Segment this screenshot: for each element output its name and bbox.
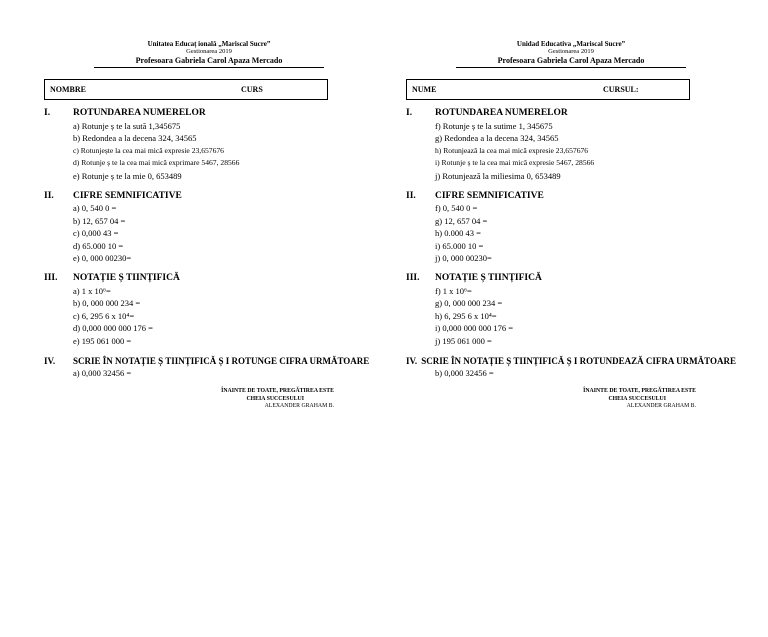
quote-line: CHEIA SUCCESULUI <box>246 395 304 402</box>
exercise-item: b) 0,000 32456 = <box>435 368 494 379</box>
exercise-item: j) 195 061 000 = <box>435 335 492 346</box>
section-scientific-notation <box>44 272 374 348</box>
quote-line: ÎNAINTE DE TOATE, PREGĂTIREA ESTE <box>221 387 334 394</box>
exercise-item: e) Rotunje ș te la mie 0, 653489 <box>73 170 182 181</box>
management-year: Gestionarea 2019 <box>186 48 232 56</box>
management-year: Gestionarea 2019 <box>548 48 594 56</box>
exercise-item: d) 65.000 10 = <box>73 240 124 251</box>
header <box>44 40 374 68</box>
section-number: I. <box>406 108 413 119</box>
exercise-item: g) 0, 000 000 234 = <box>435 298 503 309</box>
exercise-item: d) Rotunje ș te la cea mai mică exprimare 5467, 28566 <box>73 158 240 168</box>
quote-author: ALEXANDER GRAHAM B. <box>626 403 696 410</box>
exercise-item: g) Redondea a la decena 324, 34565 <box>435 133 559 144</box>
name-label: NUME <box>412 84 437 94</box>
section-number: I. <box>44 108 51 119</box>
header <box>406 40 736 68</box>
section-rounding <box>406 107 736 183</box>
section-number: II. <box>406 190 416 201</box>
section-significant-figures <box>406 189 736 265</box>
section-significant-figures <box>44 189 374 265</box>
school-name: Unitatea Educaț ională „Mariscal Sucre” <box>147 40 271 48</box>
exercise-item: f) 0, 540 0 = <box>435 203 478 214</box>
exercise-item: b) Redondea a la decena 324, 34565 <box>73 133 197 144</box>
exercise-item: h) 0.000 43 = <box>435 228 481 239</box>
teacher-name: Profesoara Gabriela Carol Apaza Mercado <box>497 55 645 65</box>
exercise-item: d) 0,000 000 000 176 = <box>73 323 153 334</box>
exercise-item: a) 0, 540 0 = <box>73 203 117 214</box>
section-title: SCRIE ÎN NOTAȚIE Ș TIINȚIFICĂ Ș I ROTUNGE CIFRA URMĂTOARE <box>73 355 370 366</box>
exercise-item: i) 65.000 10 = <box>435 240 484 251</box>
exercise-item: h) Rotunjează la cea mai mică expresie 23,657676 <box>435 145 589 155</box>
section-title: ROTUNDAREA NUMERELOR <box>435 108 568 119</box>
section-title: ROTUNDAREA NUMERELOR <box>73 108 206 119</box>
exercise-item: j) Rotunjează la miliesima 0, 653489 <box>435 170 561 181</box>
section-number: IV. <box>406 355 418 366</box>
section-title: NOTAȚIE Ș TIINȚIFICĂ <box>435 273 542 284</box>
section-number: III. <box>406 273 420 284</box>
quote <box>406 388 696 411</box>
quote <box>44 388 334 411</box>
worksheet-right <box>406 40 736 411</box>
quote-author: ALEXANDER GRAHAM B. <box>264 403 334 410</box>
exercise-item: a) Rotunje ș te la sută 1,345675 <box>73 120 181 131</box>
exercise-item: g) 12, 657 04 = <box>435 215 488 226</box>
section-write-and-round <box>44 354 374 380</box>
name-label: NOMBRE <box>50 84 86 94</box>
section-number: III. <box>44 273 58 284</box>
exercise-item: c) 0,000 43 = <box>73 228 119 239</box>
exercise-item: i) 0,000 000 000 176 = <box>435 323 513 334</box>
header-divider <box>94 67 324 68</box>
exercise-item: i) Rotunje ș te la cea mai mică expresie 5467, 28566 <box>435 158 595 168</box>
quote-line: ÎNAINTE DE TOATE, PREGĂTIREA ESTE <box>583 387 696 394</box>
section-rounding <box>44 107 374 183</box>
course-label: CURSUL: <box>603 84 639 94</box>
exercise-item: e) 195 061 000 = <box>73 335 132 346</box>
section-scientific-notation <box>406 272 736 348</box>
course-label: CURS <box>241 84 263 94</box>
teacher-name: Profesoara Gabriela Carol Apaza Mercado <box>135 55 283 65</box>
exercise-item: f) Rotunje ș te la sutime 1, 345675 <box>435 120 553 131</box>
exercise-item: a) 0,000 32456 = <box>73 368 132 379</box>
worksheet-left <box>44 40 374 411</box>
name-course-box[interactable] <box>406 79 690 100</box>
school-name: Unidad Educativa „Mariscal Sucre” <box>516 40 626 48</box>
exercise-item: c) Rotunjește la cea mai mică expresie 23,657676 <box>73 145 224 155</box>
section-title: CIFRE SEMNIFICATIVE <box>435 190 544 201</box>
exercise-item: a) 1 x 10⁶= <box>73 285 111 296</box>
quote-line: CHEIA SUCCESULUI <box>608 395 666 402</box>
exercise-item: b) 12, 657 04 = <box>73 215 126 226</box>
exercise-item: b) 0, 000 000 234 = <box>73 298 141 309</box>
name-course-box[interactable] <box>44 79 328 100</box>
header-divider <box>456 67 686 68</box>
exercise-item: e) 0, 000 00230= <box>73 253 132 264</box>
exercise-item: c) 6, 295 6 x 10⁴= <box>73 310 135 321</box>
exercise-item: h) 6, 295 6 x 10⁴= <box>435 310 497 321</box>
exercise-item: f) 1 x 10⁶= <box>435 285 472 296</box>
exercise-item: j) 0, 000 00230= <box>435 253 492 264</box>
section-number: IV. <box>44 355 56 366</box>
section-title: CIFRE SEMNIFICATIVE <box>73 190 182 201</box>
section-title: NOTAȚIE Ș TIINȚIFICĂ <box>73 273 180 284</box>
section-write-and-round <box>406 354 736 380</box>
section-number: II. <box>44 190 54 201</box>
section-title: SCRIE ÎN NOTAȚIE Ș TIINȚIFICĂ Ș I ROTUNDEAZĂ CIFRA URMĂTOARE <box>421 355 736 366</box>
